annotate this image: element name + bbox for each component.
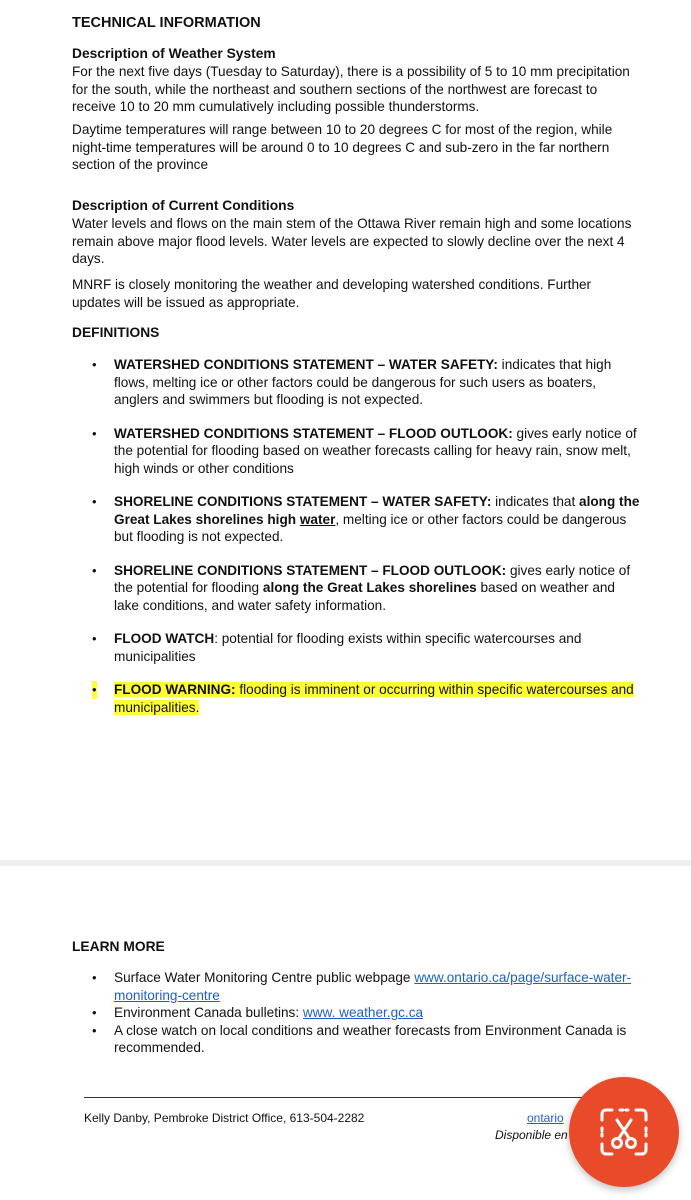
definition-bold-text: along the Great Lakes shorelines high bbox=[114, 494, 640, 527]
bullet: • bbox=[92, 562, 97, 578]
weather-paragraph-2: Daytime temperatures will range between 10 to 20 degrees C for most of the region, while night-time temperatures will be around 0 to 10 degrees C and sub-zero in the far northern section of the province bbox=[72, 122, 613, 172]
definition-item bbox=[72, 356, 642, 409]
footer-available: Disponible en bbox=[495, 1128, 568, 1142]
weather-link[interactable]: www. weather.gc.ca bbox=[302, 1005, 424, 1020]
definition-item bbox=[72, 630, 642, 665]
conditions-paragraph-2: MNRF is closely monitoring the weather and developing watershed conditions. Further updates will be issued as appropriate. bbox=[72, 277, 592, 310]
learn-more-item bbox=[72, 969, 632, 1004]
definition-term: FLOOD WARNING: bbox=[114, 682, 236, 697]
definition-item bbox=[72, 562, 642, 615]
definition-bold-text: along the Great Lakes shorelines bbox=[262, 580, 477, 595]
learn-more-text: Surface Water Monitoring Centre public webpage bbox=[114, 970, 415, 985]
bullet: • bbox=[92, 1005, 97, 1020]
definition-underlined-text: water bbox=[299, 511, 336, 527]
definition-term: FLOOD WATCH bbox=[114, 631, 215, 646]
learn-more-text: A close watch on local conditions and weather forecasts from Environment Canada is recommended. bbox=[114, 1022, 627, 1055]
definition-text: indicates that high flows, melting ice or other factors could be dangerous for such users as boaters, anglers and swimmers but flooding is not expected. bbox=[114, 357, 612, 407]
bullet: • bbox=[92, 494, 97, 509]
definition-text: flooding is imminent or occurring within specific watercourses and municipalities. bbox=[114, 682, 634, 715]
bullet: • bbox=[92, 970, 97, 985]
definition-text: indicates that bbox=[491, 494, 580, 509]
learn-more-heading: LEARN MORE bbox=[72, 939, 165, 954]
definition-text: gives early notice of the potential for flooding based on weather forecasts calling for heavy rain, snow melt, high winds or other conditions bbox=[114, 425, 637, 476]
learn-more-text: Environment Canada bulletins: bbox=[114, 1005, 303, 1020]
definition-text: based on weather and lake conditions, and water safety information. bbox=[114, 580, 615, 613]
learn-more-list bbox=[72, 969, 632, 1057]
definition-text: gives early notice of the potential for flooding bbox=[114, 562, 631, 595]
bullet: • bbox=[92, 357, 97, 372]
surface-water-link[interactable]: www.ontario.ca/page/surface-water-monitoring-centre bbox=[114, 970, 632, 1003]
definitions-heading: DEFINITIONS bbox=[72, 325, 160, 340]
bullet: • bbox=[92, 425, 97, 441]
definition-item bbox=[72, 493, 642, 546]
bullet: • bbox=[92, 682, 97, 697]
learn-more-item bbox=[72, 1004, 632, 1022]
definitions-list bbox=[72, 356, 642, 732]
conditions-heading: Description of Current Conditions bbox=[72, 198, 295, 213]
bullet: • bbox=[92, 1022, 97, 1038]
screenshot-tool-button[interactable] bbox=[569, 1077, 679, 1187]
definition-text: , melting ice or other factors could be dangerous but flooding is not expected. bbox=[114, 511, 627, 544]
bullet: • bbox=[92, 631, 97, 646]
weather-paragraph-1: For the next five days (Tuesday to Saturday), there is a possibility of 5 to 10 mm precipitation for the south, while the northeast and southern sections of the northwest are forecast to receive 10 to 20 mm cumulatively including possible thunderstorms. bbox=[72, 64, 630, 114]
learn-more-item bbox=[72, 1022, 632, 1057]
highlight bbox=[114, 682, 634, 715]
definition-term: SHORELINE CONDITIONS STATEMENT – WATER SAFETY: bbox=[114, 494, 492, 509]
screenshot-scissors-icon bbox=[598, 1106, 650, 1158]
weather-heading: Description of Weather System bbox=[72, 46, 276, 61]
definition-item-highlighted bbox=[72, 681, 642, 716]
definition-term: WATERSHED CONDITIONS STATEMENT – WATER SAFETY: bbox=[114, 357, 498, 372]
conditions-paragraph-1: Water levels and flows on the main stem of the Ottawa River remain high and some locations remain above major flood levels. Water levels are expected to slowly decline over the next 4 days. bbox=[72, 216, 632, 266]
definition-item bbox=[72, 425, 642, 478]
footer-contact: Kelly Danby, Pembroke District Office, 613-504-2282 bbox=[84, 1111, 365, 1125]
page-divider bbox=[0, 860, 691, 866]
footer-ontario-link[interactable]: ontario bbox=[527, 1111, 564, 1125]
definition-text: : potential for flooding exists within specific watercourses and municipalities bbox=[114, 631, 582, 664]
definition-term: SHORELINE CONDITIONS STATEMENT – FLOOD OUTLOOK: bbox=[114, 562, 507, 578]
technical-heading: TECHNICAL INFORMATION bbox=[72, 15, 261, 31]
footer-rule bbox=[84, 1097, 584, 1098]
definition-term: WATERSHED CONDITIONS STATEMENT – FLOOD OUTLOOK: bbox=[114, 425, 513, 441]
